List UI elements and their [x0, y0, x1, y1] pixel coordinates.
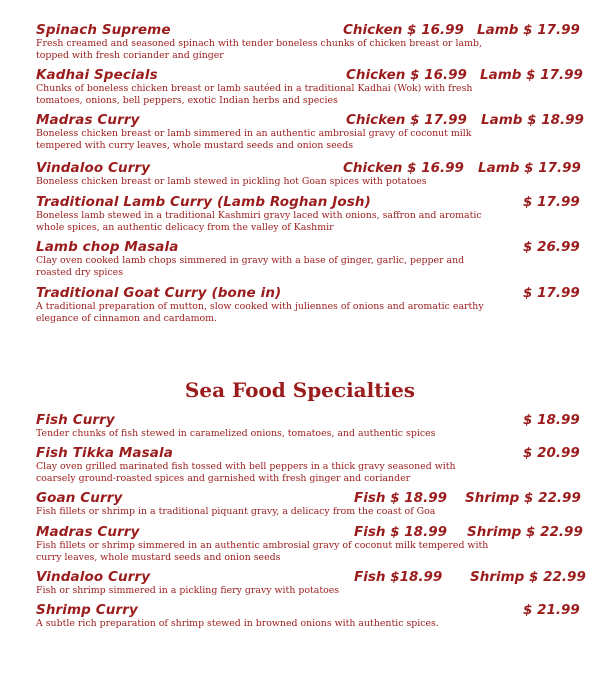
item-name: Vindaloo Curry [36, 160, 151, 176]
item-price-lamb: Lamb $ 17.99 [477, 22, 580, 38]
item-name: Madras Curry [36, 112, 140, 128]
item-description: Fresh creamed and seasoned spinach with tender boneless chunks of chicken breast or lamb, topped with fresh coriander and ginger [36, 38, 482, 61]
item-name: Goan Curry [36, 490, 123, 506]
item-name: Lamb chop Masala [36, 239, 179, 255]
item-name: Fish Curry [36, 412, 115, 428]
item-price: $ 17.99 [523, 194, 580, 210]
item-price-fish: Fish $ 18.99 [354, 490, 447, 506]
item-price-lamb: Lamb $ 17.99 [480, 67, 583, 83]
item-description: Boneless chicken breast or lamb stewed in pickling hot Goan spices with potatoes [36, 176, 427, 187]
item-description: Clay oven grilled marinated fish tossed with bell peppers in a thick gravy seasoned with coarsely ground-roasted spices and garnished with fresh ginger and coriander [36, 461, 456, 484]
item-description: A traditional preparation of mutton, slow cooked with juliennes of onions and aromatic earthy elegance of cinnamon and cardamom. [36, 301, 484, 324]
item-price-chicken: Chicken $ 17.99 [346, 112, 467, 128]
item-description: Clay oven cooked lamb chops simmered in gravy with a base of ginger, garlic, pepper and roasted dry spices [36, 255, 465, 278]
item-name: Shrimp Curry [36, 602, 138, 618]
item-price-chicken: Chicken $ 16.99 [343, 22, 464, 38]
item-description: A subtle rich preparation of shrimp stewed in browned onions with authentic spices. [36, 618, 439, 629]
item-name: Vindaloo Curry [36, 569, 151, 585]
section-title: Sea Food Specialties [184, 378, 416, 402]
item-description: Fish fillets or shrimp in a traditional piquant gravy, a delicacy from the coast of Goa [36, 506, 436, 517]
item-price: $ 20.99 [523, 445, 580, 461]
item-price: $ 26.99 [523, 239, 580, 255]
item-description: Boneless lamb stewed in a traditional Kashmiri gravy laced with onions, saffron and aromatic whole spices, an authentic delicacy from the valley of Kashmir [36, 210, 482, 233]
item-price-shrimp: Shrimp $ 22.99 [470, 569, 586, 585]
item-price-lamb: Lamb $ 17.99 [478, 160, 581, 176]
item-name: Traditional Lamb Curry (Lamb Roghan Josh) [36, 194, 371, 210]
item-name: Spinach Supreme [36, 22, 171, 38]
item-price-chicken: Chicken $ 16.99 [346, 67, 467, 83]
item-description: Boneless chicken breast or lamb simmered in an authentic ambrosial gravy of coconut milk tempered with curry leaves, whole mustard seeds and onion seeds [36, 128, 472, 151]
item-price: $ 18.99 [523, 412, 580, 428]
item-price-shrimp: Shrimp $ 22.99 [465, 490, 581, 506]
item-price: $ 17.99 [523, 285, 580, 301]
item-name: Kadhai Specials [36, 67, 158, 83]
item-name: Fish Tikka Masala [36, 445, 173, 461]
item-price-fish: Fish $ 18.99 [354, 524, 447, 540]
item-price-chicken: Chicken $ 16.99 [343, 160, 464, 176]
item-description: Chunks of boneless chicken breast or lamb sautéed in a traditional Kadhai (Wok) with fresh tomatoes, onions, bell peppers, exotic Indian herbs and species [36, 83, 473, 106]
item-price-shrimp: Shrimp $ 22.99 [467, 524, 583, 540]
item-name: Madras Curry [36, 524, 140, 540]
item-price-fish: Fish $18.99 [354, 569, 443, 585]
item-price: $ 21.99 [523, 602, 580, 618]
item-description: Fish fillets or shrimp simmered in an authentic ambrosial gravy of coconut milk tempered with curry leaves, whole mustard seeds and onion seeds [36, 540, 489, 563]
item-name: Traditional Goat Curry (bone in) [36, 285, 282, 301]
item-description: Fish or shrimp simmered in a pickling fiery gravy with potatoes [36, 585, 340, 596]
item-description: Tender chunks of fish stewed in caramelized onions, tomatoes, and authentic spices [36, 428, 436, 439]
item-price-lamb: Lamb $ 18.99 [481, 112, 584, 128]
